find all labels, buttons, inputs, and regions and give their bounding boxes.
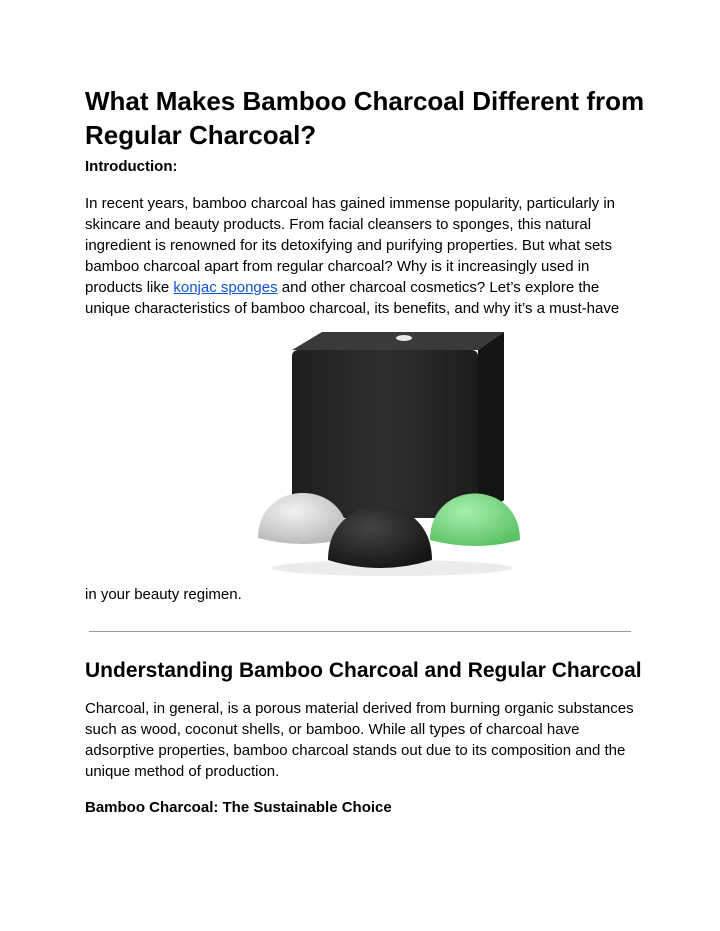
intro-text-before-link: In recent years, bamboo charcoal has gained immense popularity, particularly in skincare and beauty products. From facial cleansers to sponges, this natural ingredient is renowned for its detoxifying and purifying properties. But what sets bamboo charcoal apart from regular charcoal? Why is it increasingly used in products like [85, 195, 615, 296]
section-paragraph: Charcoal, in general, is a porous material derived from burning organic substances such as wood, coconut shells, or bamboo. While all types of charcoal have adsorptive properties, bamboo charcoal stands out due to its composition and the unique method of production. [85, 700, 634, 780]
article-title: What Makes Bamboo Charcoal Different from Regular Charcoal? [85, 86, 645, 150]
intro-paragraph [85, 193, 645, 319]
intro-paragraph-continuation: in your beauty regimen. [85, 586, 242, 603]
introduction-label: Introduction: [85, 158, 178, 175]
konjac-sponges-link[interactable]: konjac sponges [173, 279, 278, 296]
packaging-box [292, 332, 504, 518]
intro-text-after-link: and other charcoal cosmetics? Let’s explore the unique characteristics of bamboo charcoal, its benefits, and why it’s a must-have [85, 279, 620, 317]
horizontal-divider [89, 631, 631, 632]
charcoal-sponge-product-image [252, 328, 524, 580]
section-heading: Understanding Bamboo Charcoal and Regular Charcoal [85, 659, 642, 682]
subheading: Bamboo Charcoal: The Sustainable Choice [85, 799, 392, 816]
